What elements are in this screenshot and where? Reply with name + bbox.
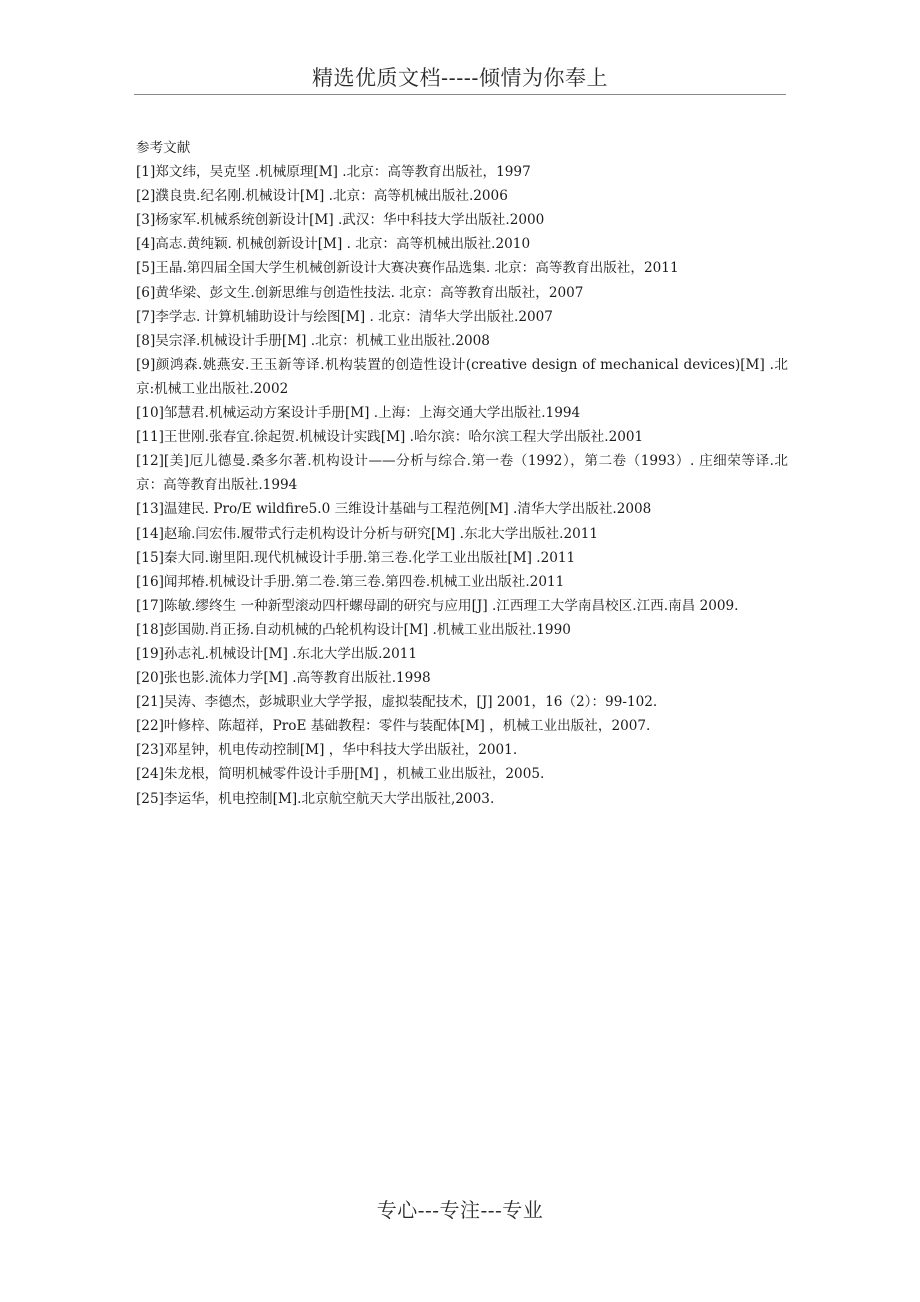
reference-item-20: [20]张也影.流体力学[M] .高等教育出版社.1998 xyxy=(136,670,431,687)
reference-item-8: [8]吴宗泽.机械设计手册[M] .北京：机械工业出版社.2008 xyxy=(136,332,490,349)
page-footer: 专心---专注---专业 xyxy=(376,1198,544,1222)
reference-item-7: [7]李学志. 计算机辅助设计与绘图[M] . 北京：清华大学出版社.2007 xyxy=(136,308,553,325)
reference-item-25: [25]李运华，机电控制[M].北京航空航天大学出版社,2003. xyxy=(136,790,495,807)
header-divider xyxy=(134,94,786,95)
reference-item-23: [23]邓星钟，机电传动控制[M] ，华中科技大学出版社，2001. xyxy=(136,742,518,759)
reference-item-14: [14]赵瑜.闫宏伟.履带式行走机构设计分析与研究[M] .东北大学出版社.2011 xyxy=(136,525,599,542)
reference-item-21: [21]吴涛、李德杰，彭城职业大学学报，虚拟装配技术，[J] 2001，16（2）：99-102. xyxy=(136,694,658,711)
reference-item-15: [15]秦大同.谢里阳.现代机械设计手册.第三卷.化学工业出版社[M] .2011 xyxy=(136,549,576,566)
reference-list xyxy=(136,160,788,811)
reference-item-16: [16]闻邦椿.机械设计手册.第二卷.第三卷.第四卷.机械工业出版社.2011 xyxy=(136,573,565,590)
reference-item-11: [11]王世刚.张春宜.徐起贺.机械设计实践[M] .哈尔滨：哈尔滨工程大学出版社.2001 xyxy=(136,429,644,446)
reference-item-1: [1]郑文纬，吴克坚 .机械原理[M] .北京：高等教育出版社，1997 xyxy=(136,164,531,181)
page-header: 精选优质文档-----倾情为你奉上 xyxy=(312,66,608,90)
reference-item-12: [12][美]厄儿德曼.桑多尔著.机构设计——分析与综合.第一卷（1992），第二卷（1993）. 庄细荣等译.北京：高等教育出版社.1994 xyxy=(136,453,788,494)
reference-item-6: [6]黄华梁、彭文生.创新思维与创造性技法. 北京：高等教育出版社，2007 xyxy=(136,284,584,301)
reference-item-10: [10]邹慧君.机械运动方案设计手册[M] .上海：上海交通大学出版社.1994 xyxy=(136,405,581,422)
reference-item-2: [2]濮良贵.纪名刚.机械设计[M] .北京：高等机械出版社.2006 xyxy=(136,188,508,205)
reference-item-3: [3]杨家军.机械系统创新设计[M] .武汉：华中科技大学出版社.2000 xyxy=(136,212,545,229)
references-heading: 参考文献 xyxy=(136,140,191,156)
reference-item-18: [18]彭国勋.肖正扬.自动机械的凸轮机构设计[M] .机械工业出版社.1990 xyxy=(136,621,571,638)
reference-item-22: [22]叶修梓、陈超祥，ProE 基础教程：零件与装配体[M] ，机械工业出版社，2007. xyxy=(136,718,651,735)
reference-item-19: [19]孙志礼.机械设计[M] .东北大学出版.2011 xyxy=(136,645,418,662)
reference-item-5: [5]王晶.第四届全国大学生机械创新设计大赛决赛作品选集. 北京：高等教育出版社，2011 xyxy=(136,260,679,277)
references-section xyxy=(136,136,788,811)
reference-item-13: [13]温建民. Pro/E wildfire5.0 三维设计基础与工程范例[M] .清华大学出版社.2008 xyxy=(136,501,652,518)
reference-item-24: [24]朱龙根，简明机械零件设计手册[M] ，机械工业出版社，2005. xyxy=(136,766,545,783)
reference-item-4: [4]高志.黄纯颖. 机械创新设计[M] . 北京：高等机械出版社.2010 xyxy=(136,236,531,253)
reference-item-9: [9]颜鸿森.姚燕安.王玉新等译.机构装置的创造性设计(creative design of mechanical devices)[M] .北京:机械工业出版社.2002 xyxy=(136,356,788,397)
reference-item-17: [17]陈敏.缪终生 一种新型滚动四杆螺母副的研究与应用[J] .江西理工大学南昌校区.江西.南昌 2009. xyxy=(136,597,739,614)
